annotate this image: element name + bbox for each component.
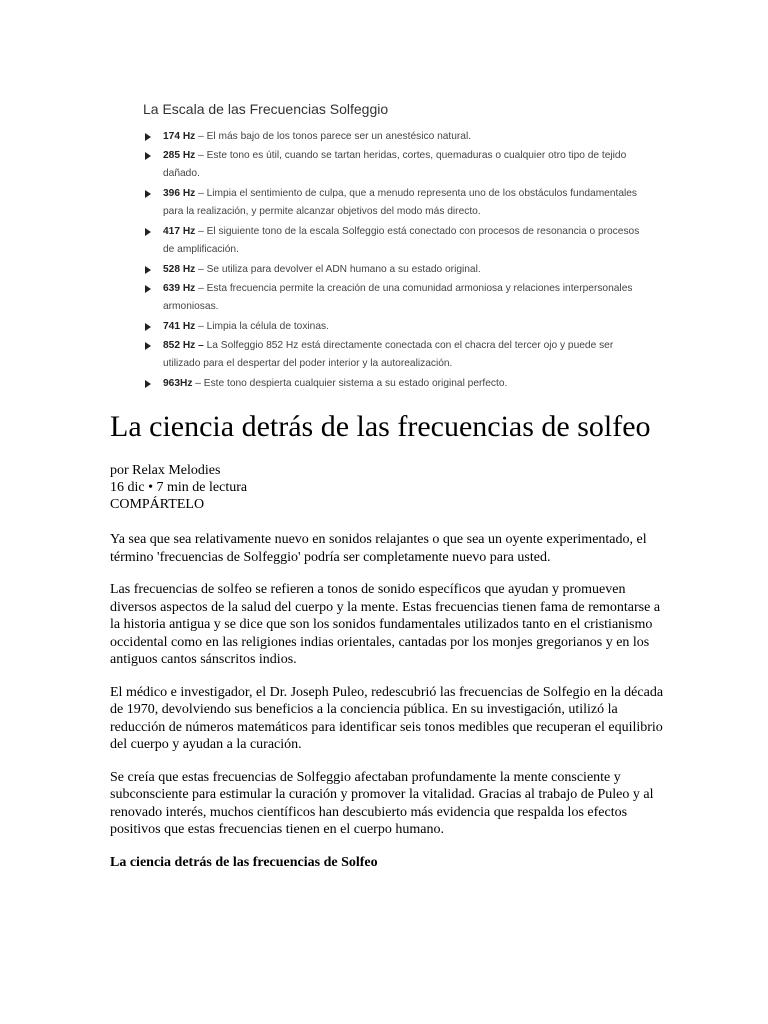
- list-item: [143, 185, 643, 221]
- solfeggio-scale-image: [143, 100, 643, 394]
- triangle-bullet-icon: [145, 266, 151, 274]
- triangle-bullet-icon: [145, 152, 151, 160]
- list-item: [143, 318, 643, 336]
- frequency-description: – El siguiente tono de la escala Solfeggio está conectado con procesos de resonancia o procesos de amplificación.: [163, 226, 640, 255]
- frequency-description: – El más bajo de los tonos parece ser un anestésico natural.: [195, 131, 472, 142]
- frequency-value: 639 Hz: [163, 283, 196, 294]
- article-paragraph: El médico e investigador, el Dr. Joseph Puleo, redescubrió las frecuencias de Solfegio en la década de 1970, devolviendo sus beneficios a la conciencia pública. En su investigación, utilizó la reducción de números matemáticos para identificar seis tonos medibles que recuperan el equilibrio del cuerpo y ayudan a la curación.: [110, 684, 664, 752]
- article-title: La ciencia detrás de las frecuencias de solfeo: [110, 410, 651, 443]
- share-link[interactable]: COMPÁRTELO: [110, 497, 205, 512]
- frequency-description: – Limpia el sentimiento de culpa, que a menudo representa uno de los obstáculos fundamentales para la realización, y permite alcanzar objetivos del modo más directo.: [163, 188, 638, 217]
- list-item: [143, 147, 643, 183]
- scale-title: La Escala de las Frecuencias Solfeggio: [143, 101, 389, 117]
- frequency-value: 396 Hz: [163, 188, 196, 199]
- frequency-value: 285 Hz: [163, 150, 196, 161]
- article-author: por Relax Melodies: [110, 463, 221, 478]
- article-paragraph: Se creía que estas frecuencias de Solfeggio afectaban profundamente la mente consciente y subconsciente para estimular la curación y promover la vitalidad. Gracias al trabajo de Puleo y al renovado interés, muchos científicos han descubierto más evidencia que respalda los efectos positivos que estas frecuencias tienen en el cuerpo humano.: [110, 769, 654, 837]
- frequency-value: 852 Hz –: [163, 340, 204, 351]
- list-item: [143, 375, 643, 393]
- frequency-description: – Se utiliza para devolver el ADN humano a su estado original.: [195, 264, 481, 275]
- frequency-description: – Este tono despierta cualquier sistema a su estado original perfecto.: [192, 378, 508, 389]
- triangle-bullet-icon: [145, 133, 151, 141]
- frequency-list: [143, 128, 643, 393]
- frequency-value: 963Hz: [163, 378, 193, 389]
- article: [110, 410, 670, 871]
- triangle-bullet-icon: [145, 285, 151, 293]
- list-item: [143, 280, 643, 316]
- frequency-description: La Solfeggio 852 Hz está directamente conectada con el chacra del tercer ojo y puede ser utilizado para el despertar del poder interior y la autorealización.: [163, 340, 614, 369]
- article-paragraph: Las frecuencias de solfeo se refieren a tonos de sonido específicos que ayudan y promueven diversos aspectos de la salud del cuerpo y la mente. Estas frecuencias tienen fama de remontarse a la historia antigua y se dice que son los sonidos fundamentales utilizados tanto en el cristianismo occidental como en las religiones indias orientales, cantadas por los monjes gregorianos y en los antiguos cantos sánscritos indios.: [110, 582, 661, 667]
- frequency-description: – Este tono es útil, cuando se tartan heridas, cortes, quemaduras o cualquier otro tipo de tejido dañado.: [163, 150, 627, 179]
- frequency-value: 174 Hz: [163, 131, 196, 142]
- triangle-bullet-icon: [145, 190, 151, 198]
- article-date: 16 dic • 7 min de lectura: [110, 480, 248, 495]
- frequency-value: 417 Hz: [163, 226, 196, 237]
- section-subheading: La ciencia detrás de las frecuencias de Solfeo: [110, 854, 378, 870]
- list-item: [143, 337, 643, 373]
- frequency-value: 741 Hz: [163, 321, 196, 332]
- frequency-description: – Esta frecuencia permite la creación de una comunidad armoniosa y relaciones interpersonales armoniosas.: [163, 283, 633, 312]
- list-item: [143, 223, 643, 259]
- triangle-bullet-icon: [145, 228, 151, 236]
- list-item: [143, 261, 643, 279]
- triangle-bullet-icon: [145, 380, 151, 388]
- frequency-value: 528 Hz: [163, 264, 196, 275]
- article-paragraph: Ya sea que sea relativamente nuevo en sonidos relajantes o que sea un oyente experimentado, el término 'frecuencias de Solfeggio' podría ser completamente nuevo para usted.: [110, 532, 647, 565]
- triangle-bullet-icon: [145, 342, 151, 350]
- triangle-bullet-icon: [145, 323, 151, 331]
- frequency-description: – Limpia la célula de toxinas.: [195, 321, 329, 332]
- list-item: [143, 128, 643, 146]
